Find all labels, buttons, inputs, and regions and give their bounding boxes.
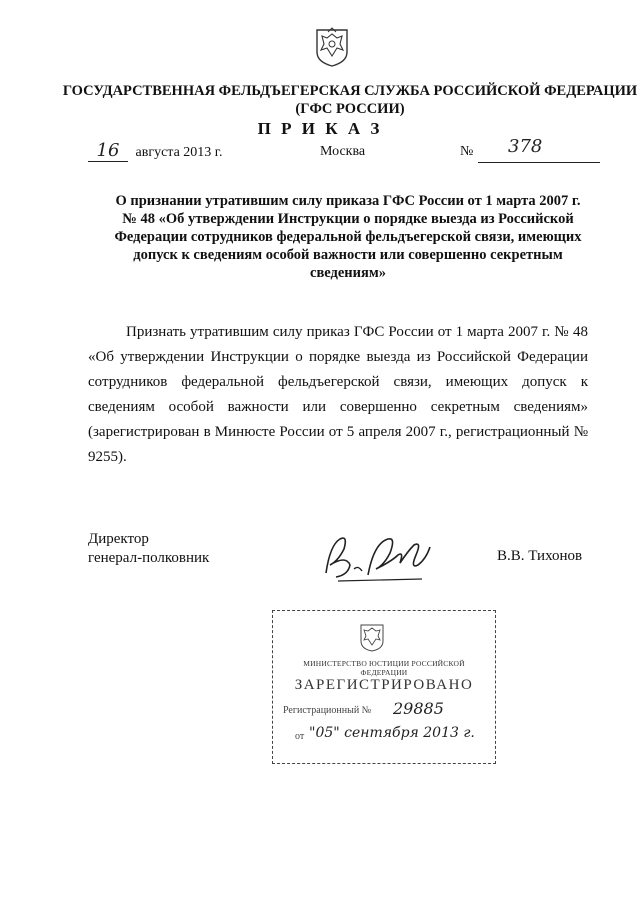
- document-type: П Р И К А З: [257, 119, 383, 138]
- order-city: Москва: [320, 144, 366, 159]
- order-day: 16: [88, 140, 128, 162]
- handwritten-signature: [318, 525, 438, 585]
- order-number: 378: [508, 136, 543, 157]
- subject-line: Федерации сотрудников федеральной фельдъегерской связи, имеющих: [114, 229, 582, 245]
- coat-of-arms-icon: [313, 24, 351, 68]
- order-body: [88, 320, 588, 470]
- signer-name: В.В. Тихонов: [497, 548, 583, 564]
- stamp-reg-number: 29885: [393, 699, 444, 718]
- stamp-date-value: "05" сентября 2013 г.: [309, 725, 475, 741]
- stamp-reg-label: Регистрационный №: [283, 705, 372, 716]
- stamp-date-label: от: [295, 731, 305, 742]
- subject-line: О признании утратившим силу приказа ГФС России от 1 марта 2007 г.: [115, 193, 581, 209]
- stamp-ministry: МИНИСТЕРСТВО ЮСТИЦИИ РОССИЙСКОЙ ФЕДЕРАЦИИ: [303, 659, 465, 677]
- registration-stamp: [272, 610, 496, 764]
- order-number-label: №: [460, 144, 474, 159]
- order-month-year: августа 2013 г.: [135, 145, 223, 160]
- stamp-registered: ЗАРЕГИСТРИРОВАНО: [294, 677, 474, 693]
- subject-line: допуск к сведениям особой важности или совершенно секретным: [133, 247, 563, 263]
- signer-position: [88, 530, 209, 568]
- order-date: [88, 140, 222, 162]
- signer-rank: генерал-полковник: [88, 550, 210, 566]
- body-paragraph: Признать утратившим силу приказ ГФС России от 1 марта 2007 г. № 48 «Об утверждении Инструкции о порядке выезда из Российской Федерации сотрудников федеральной фельдъегерской связи, имеющих допуск к сведениям особой важности или совершенно секретным сведениям» (зарегистрирован в Минюсте России от 5 апреля 2007 г., регистрационный № 9255).: [88, 324, 588, 465]
- signer-title: Директор: [88, 531, 149, 547]
- organization-name: ГОСУДАРСТВЕННАЯ ФЕЛЬДЪЕГЕРСКАЯ СЛУЖБА РОССИЙСКОЙ ФЕДЕРАЦИИ: [62, 83, 638, 99]
- order-subject: [88, 192, 608, 282]
- subject-line: сведениям»: [310, 265, 386, 281]
- subject-line: № 48 «Об утверждении Инструкции о порядке выезда из Российской: [122, 211, 574, 227]
- order-number-field: [478, 136, 600, 163]
- organization-abbreviation: (ГФС РОССИИ): [295, 101, 405, 117]
- coat-of-arms-icon: [358, 621, 386, 653]
